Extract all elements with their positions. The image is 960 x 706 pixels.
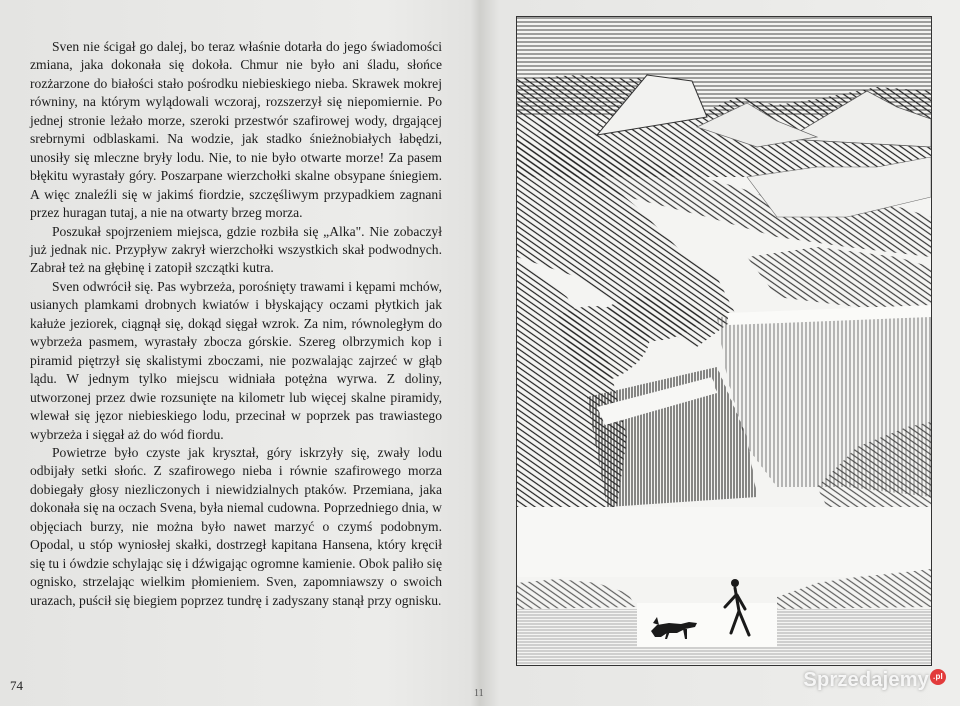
paragraph: Poszukał spojrzeniem miejsca, gdzie rozbiła się „Alka". Nie zobaczył już jednak nic. Przypływ zakrył wierzchołki wszystkich skał podwodnych. Zabrał też na głębinę i zatopił szczątki kutra. (30, 223, 442, 276)
watermark-text: Sprzedajemy (803, 669, 929, 691)
gutter-mark: 11 (474, 688, 484, 699)
paragraph: Powietrze było czyste jak kryształ, góry iskrzyły się, zwały lodu odbijały setki słońc. Z szafirowego nieba i równie szafirowego morza dobiegały głosy niezliczonych i niewidzialnych ptaków. Przemiana, jaka dokonała się na oczach Svena, była niemal cudowna. Poprzedniego dnia, w objęciach burzy, nie można było nawet marzyć o czymś podobnym. Opodal, u stóp wyniosłej skałki, dostrzegł kapitana Hansena, który kręcił się tu i ówdzie schylając się i dźwigając ogromne kamienie. Obok paliło się ognisko, strzelając wielkim płomieniem. Sven, zapomniawszy o swoich urazach, puścił się biegiem poprzez tundrę i zadyszany stanął przy ognisku. (30, 444, 442, 608)
page-number: 74 (10, 678, 23, 693)
shore-hills (517, 579, 637, 609)
watermark-badge-icon: .pl (930, 669, 946, 685)
watermark (803, 669, 946, 692)
illustration (516, 16, 932, 666)
right-page (480, 0, 960, 706)
paragraph: Sven odwrócił się. Pas wybrzeża, porośnięty trawami i kępami mchów, usianych plamkami drobnych kwiatów i błyskający oczami płytkich jak kałuże jeziorek, ciągnął się, dokąd sięgał wzrok. Za nim, równoległym do wybrzeża pasmem, wyrastały zbocza górskie. Szereg olbrzymich kop i piramid piętrzył się skalistymi zboczami, nie pozwalając zajrzeć w głąb lądu. W jednym tylko miejscu widniała potężna wyrwa. Z doliny, utworzonej przez dwie rozsunięte na kilometr lub więcej skalne piramidy, wlewał się jęzor niebieskiego lodu, przecinał w poprzek pas trawiastego wybrzeża i sięgał aż do wód fiordu. (30, 278, 442, 442)
mid-ridges (747, 247, 931, 307)
illustration-drawing (517, 17, 931, 665)
paragraph: Sven nie ścigał go dalej, bo teraz właśnie dotarła do jego świadomości zmiana, jaka dokonała się dokoła. Chmur nie było ani śladu, słońce rozżarzone do białości stało pośrodku niebieskiego nieba. Skrawek mokrej równiny, na którym wylądowali wczoraj, rozszerzył się niepomiernie. Po jednej stronie leżało morze, szeroki przestwór szafirowej wody, drgającej srebrnymi odblaskami. Na wodzie, jak stadko śnieżnobiałych łabędzi, unosiły się mleczne bryły lodu. Nie, to nie było otwarte morze! Za pasem błękitu wyrastały góry. Poszarpane wierzchołki skalne obsypane śniegiem. A więc znaleźli się w jakimś fiordzie, szczęśliwym przypadkiem zagnani przez huragan tutaj, a nie na otwarty brzeg morza. (30, 39, 442, 221)
text-block (30, 38, 442, 610)
